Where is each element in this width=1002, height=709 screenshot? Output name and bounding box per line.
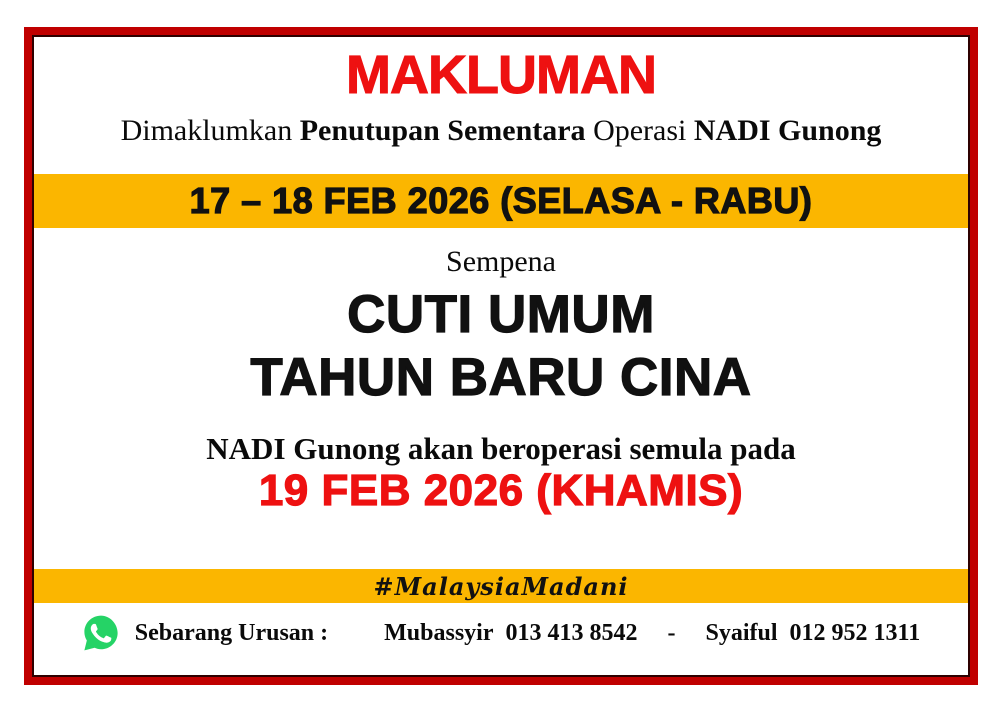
- holiday-name-line1: CUTI UMUM: [347, 285, 655, 344]
- subtitle-org-bold: NADI Gunong: [693, 114, 882, 147]
- page-title: MAKLUMAN: [346, 45, 656, 105]
- announcement-subtitle: [34, 113, 968, 149]
- closure-dates-banner: [34, 174, 968, 228]
- reopen-date: 19 FEB 2026 (KHAMIS): [258, 466, 744, 515]
- contact-label: Sebarang Urusan :: [134, 619, 329, 646]
- reopen-text: NADI Gunong akan beroperasi semula pada: [206, 431, 796, 466]
- contact-person1-name: Mubassyir: [384, 619, 494, 646]
- contact-separator: -: [667, 619, 676, 646]
- poster-frame: [24, 27, 978, 685]
- subtitle-text: Dimaklumkan: [120, 114, 300, 147]
- contact-person1-phone: 013 413 8542: [505, 619, 638, 646]
- hashtag-bar: [34, 569, 968, 603]
- contact-person2-name: Syaiful: [705, 619, 778, 646]
- contact-person2-phone: 012 952 1311: [789, 619, 921, 646]
- holiday-name-line2: TAHUN BARU CINA: [250, 348, 752, 407]
- contact-row: [34, 614, 968, 652]
- subtitle-text-2: Operasi: [585, 114, 694, 147]
- whatsapp-icon: [82, 614, 120, 652]
- subtitle-closure-bold: Penutupan Sementara: [299, 114, 586, 147]
- hashtag-text: #MalaysiaMadani: [373, 571, 629, 601]
- closure-dates-text: 17 – 18 FEB 2026 (SELASA - RABU): [189, 180, 813, 221]
- occasion-intro: Sempena: [446, 245, 556, 278]
- poster-frame-inner: [32, 35, 970, 677]
